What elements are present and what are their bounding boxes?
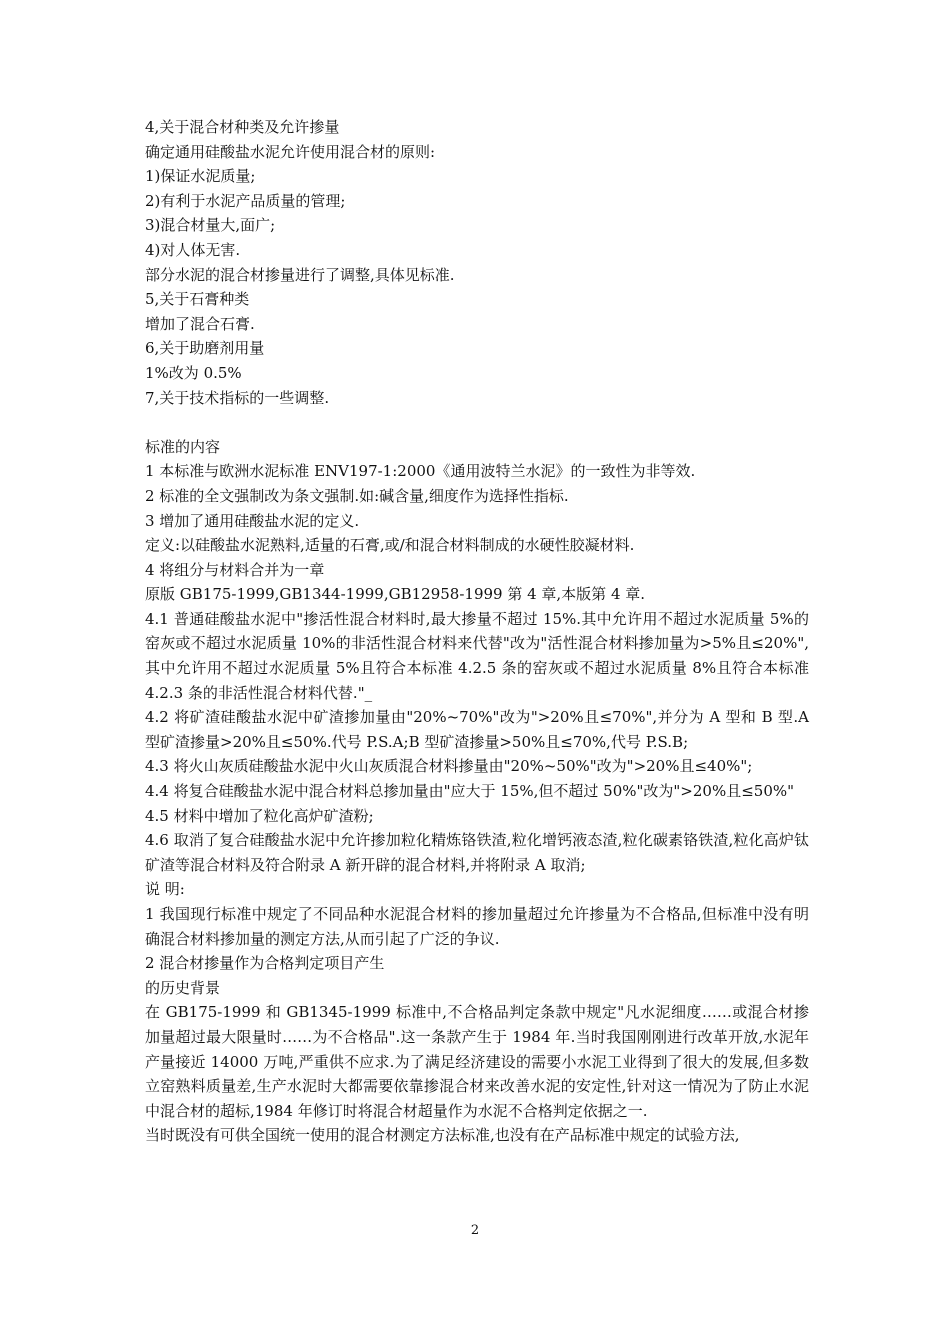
list-item: 1)保证水泥质量; — [145, 167, 256, 186]
text-line: 的历史背景 — [145, 978, 221, 997]
text-line: 3 增加了通用硅酸盐水泥的定义. — [145, 511, 360, 530]
section-heading-standard-content: 标准的内容 — [145, 437, 221, 456]
document-body — [145, 115, 809, 1148]
section-heading-5: 5,关于石膏种类 — [145, 290, 250, 309]
section-heading-7: 7,关于技术指标的一些调整. — [145, 388, 330, 407]
paragraph-last: 当时既没有可供全国统一使用的混合材测定方法标准,也没有在产品标准中规定的试验方法, — [145, 1126, 740, 1145]
text-line: 1 本标准与欧洲水泥标准 ENV197-1:2000《通用波特兰水泥》的一致性为非等效. — [145, 462, 696, 481]
text-line: 确定通用硅酸盐水泥允许使用混合材的原则: — [145, 142, 436, 161]
paragraph-4-1: 4.1 普通硅酸盐水泥中"掺活性混合材料时,最大掺量不超过 15%.其中允许用不超过水泥质量 5%的窑灰或不超过水泥质量 10%的非活性混合材料来代替"改为"活性混合材料掺加量为>5%且≤20%",其中允许用不超过水泥质量 5%且符合本标准 4.2.5 条的窑灰或不超过水泥质量 8%且符合本标准 4.2.3 条的非活性混合材料代替."_ — [145, 609, 809, 702]
section-heading-6: 6,关于助磨剂用量 — [145, 339, 265, 358]
blank-line — [145, 410, 809, 435]
text-line: 部分水泥的混合材掺量进行了调整,具体见标准. — [145, 265, 455, 284]
text-line: 原版 GB175-1999,GB1344-1999,GB12958-1999 第 4 章,本版第 4 章. — [145, 585, 646, 604]
text-line: 2 标准的全文强制改为条文强制.如:碱含量,细度作为选择性指标. — [145, 486, 569, 505]
paragraph-4-6: 4.6 取消了复合硅酸盐水泥中允许掺加粒化精炼铬铁渣,粒化增钙液态渣,粒化碳素铬铁渣,粒化高炉钛矿渣等混合材料及符合附录 A 新开辟的混合材料,并将附录 A 取消; — [145, 831, 809, 874]
text-line: 1%改为 0.5% — [145, 363, 242, 382]
text-line: 定义:以硅酸盐水泥熟料,适量的石膏,或/和混合材料制成的水硬性胶凝材料. — [145, 536, 635, 555]
paragraph-history: 在 GB175-1999 和 GB1345-1999 标准中,不合格品判定条款中规定"凡水泥细度……或混合材掺加量超过最大限量时……为不合格品".这一条款产生于 1984 年.当时我国刚刚进行改革开放,水泥年产量接近 14000 万吨,严重供不应求.为了满足经济建设的需要小水泥工业得到了很大的发展,但多数立窑熟料质量差,生产水泥时大都需要依靠掺混合材来改善水泥的安定性,针对这一情况为了防止水泥中混合材的超标,1984 年修订时将混合材超量作为水泥不合格判定依据之一. — [145, 1003, 809, 1120]
text-line: 2 混合材掺量作为合格判定项目产生 — [145, 954, 385, 973]
section-heading-notes: 说 明: — [145, 880, 185, 899]
text-line: 增加了混合石膏. — [145, 314, 255, 333]
paragraph-4-5: 4.5 材料中增加了粒化高炉矿渣粉; — [145, 806, 374, 825]
paragraph-4-2: 4.2 将矿渣硅酸盐水泥中矿渣掺加量由"20%~70%"改为">20%且≤70%",并分为 A 型和 B 型.A 型矿渣掺量>20%且≤50%.代号 P.S.A;B 型矿渣掺量>50%且≤70%,代号 P.S.B; — [145, 708, 809, 751]
list-item: 4)对人体无害. — [145, 240, 241, 259]
text-line: 4 将组分与材料合并为一章 — [145, 560, 325, 579]
list-item: 2)有利于水泥产品质量的管理; — [145, 191, 346, 210]
paragraph-4-4: 4.4 将复合硅酸盐水泥中混合材料总掺加量由"应大于 15%,但不超过 50%"改为">20%且≤50%" — [145, 782, 795, 801]
section-heading-4: 4,关于混合材种类及允许掺量 — [145, 118, 340, 136]
list-item: 3)混合材量大,面广; — [145, 216, 276, 235]
paragraph-4-3: 4.3 将火山灰质硅酸盐水泥中火山灰质混合材料掺量由"20%~50%"改为">20%且≤40%"; — [145, 757, 753, 776]
page-number: 2 — [470, 1223, 480, 1238]
paragraph-note-1: 1 我国现行标准中规定了不同品种水泥混合材料的掺加量超过允许掺量为不合格品,但标准中没有明确混合材料掺加量的测定方法,从而引起了广泛的争议. — [145, 905, 809, 948]
